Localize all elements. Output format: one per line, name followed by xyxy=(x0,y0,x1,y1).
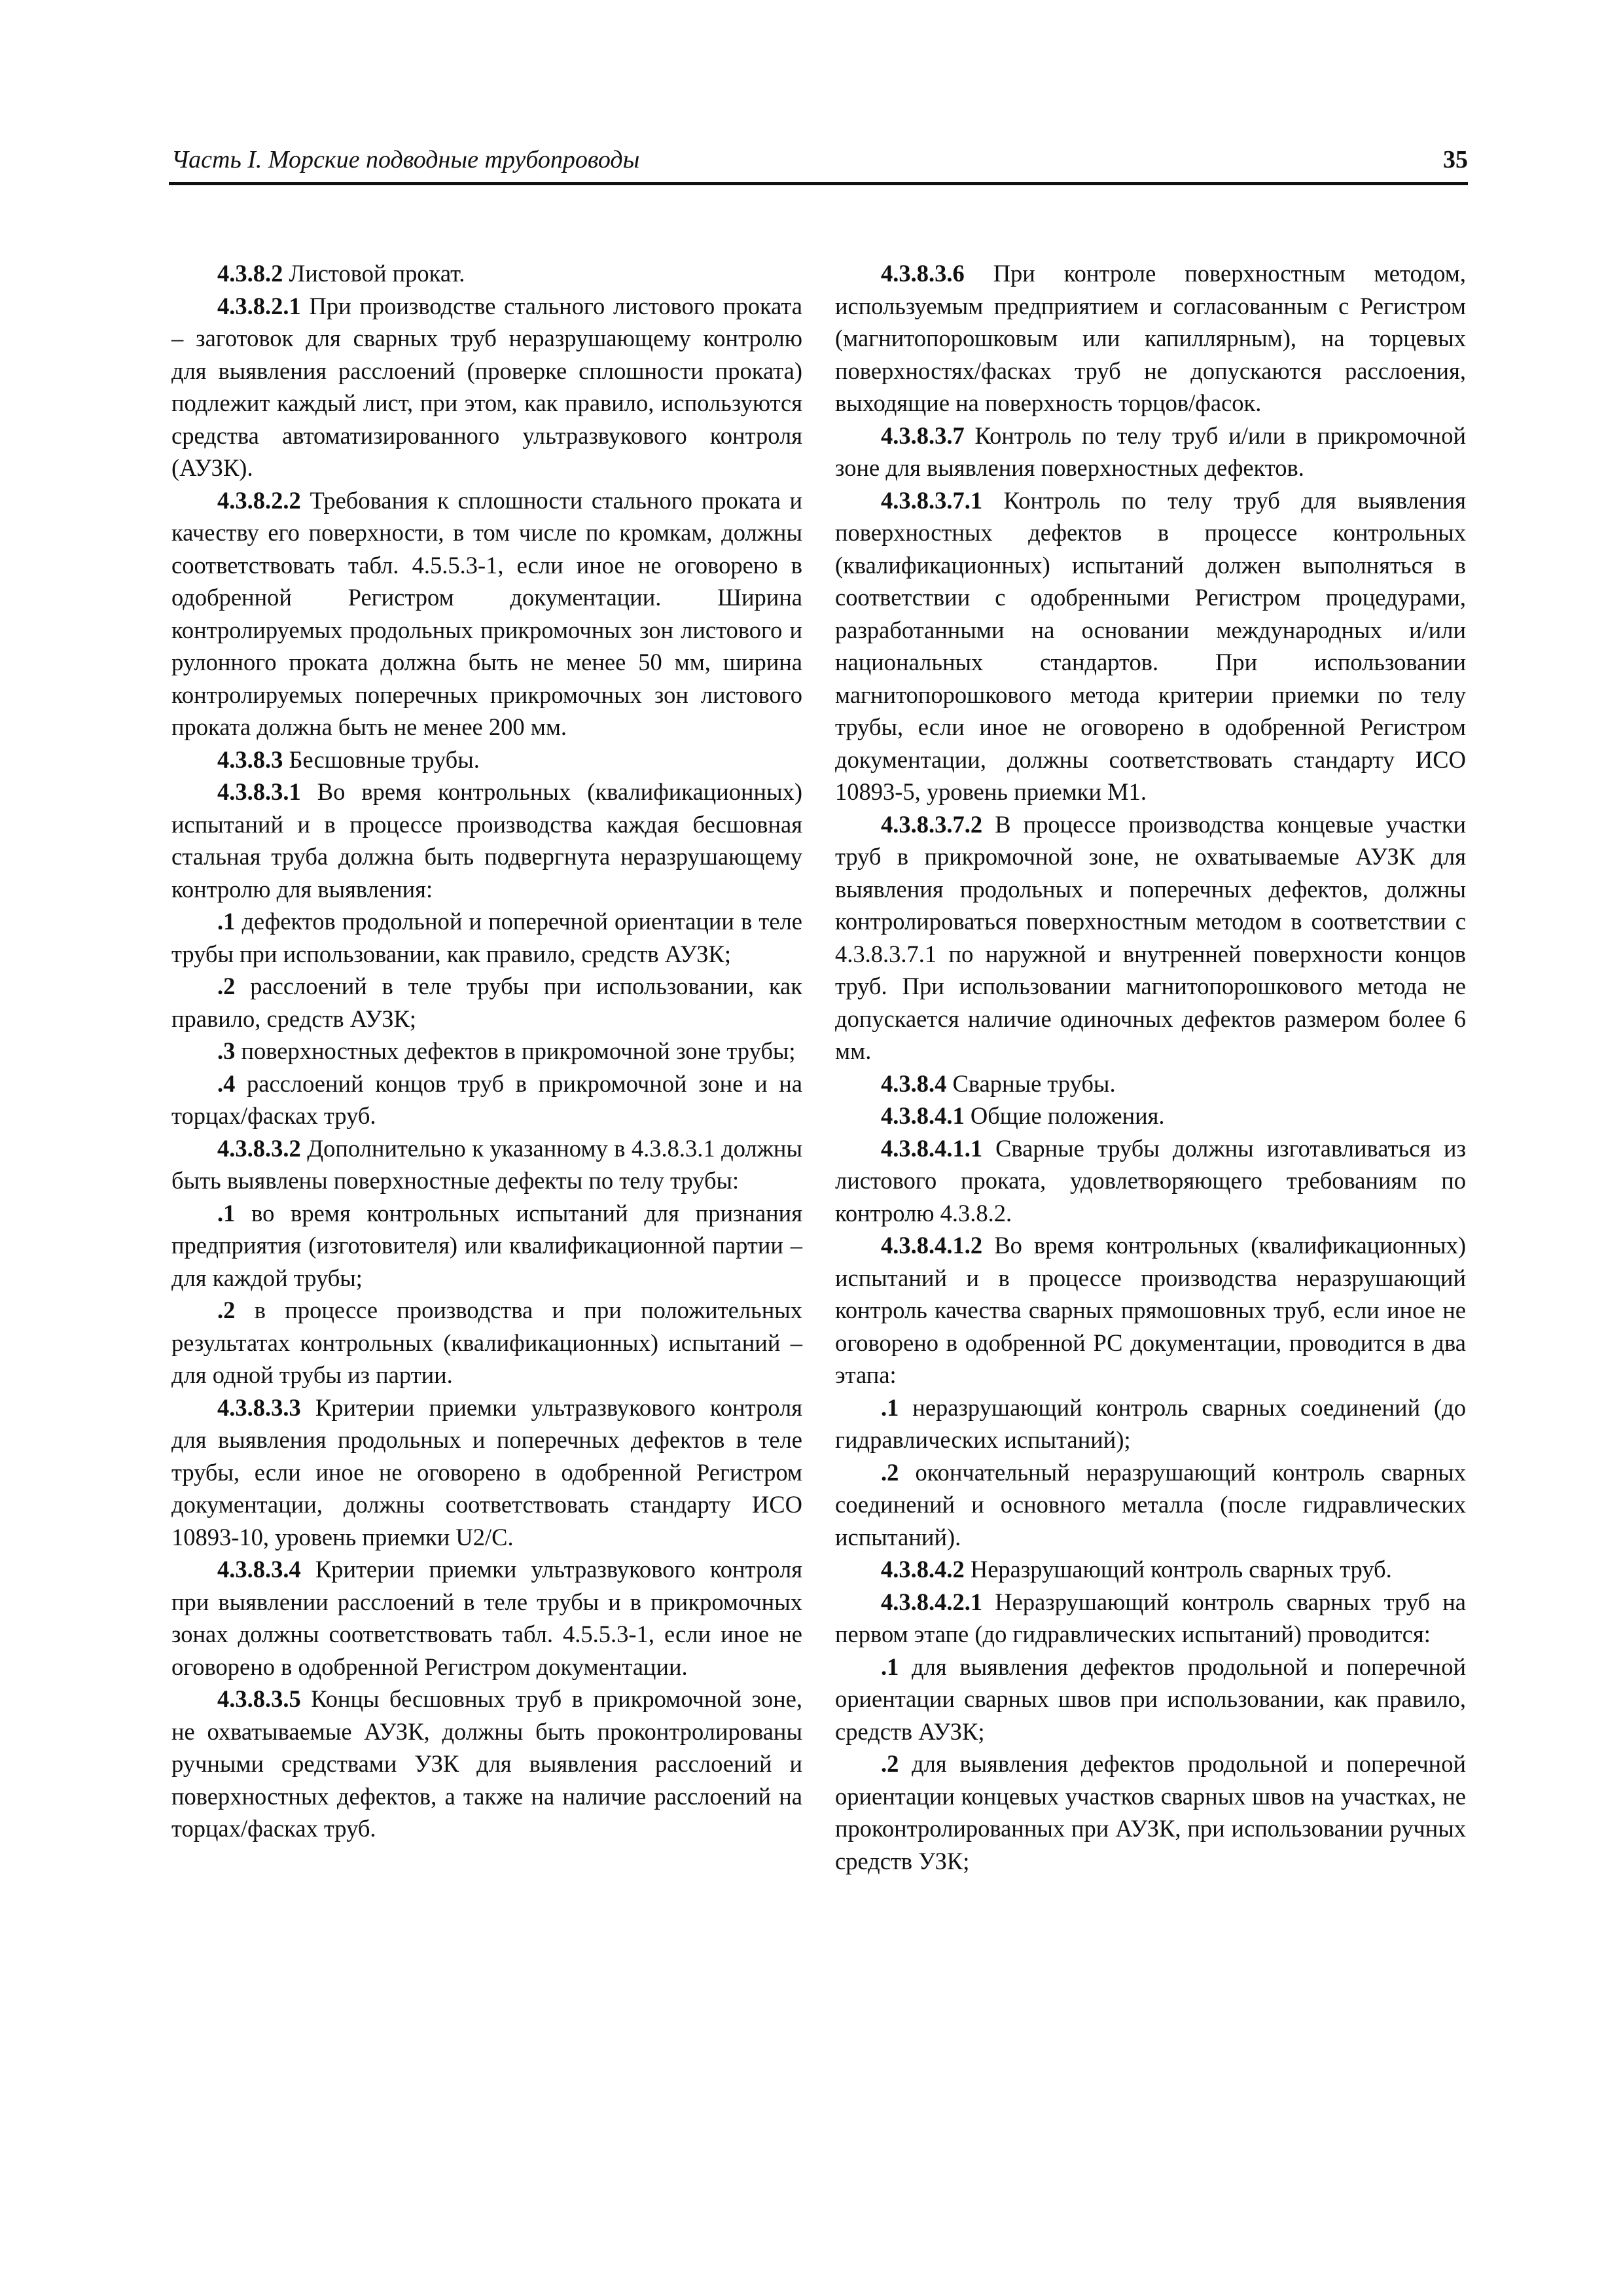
left-column xyxy=(171,257,802,1845)
paragraph: 4.3.8.3.7.1 Контроль по телу труб для выявления поверхностных дефектов в процессе контрольных (квалификационных) испытаний должен выполняться в соответствии с одобренными Регистром процедурами, разработанными на основании международных и/или национальных стандартов. При использовании магнитопорошкового метода критерии приемки по телу трубы, если иное не оговорено в одобренной Регистром документации, должны соответствовать стандарту ИСО 10893-5, уровень приемки M1. xyxy=(835,486,1466,805)
paragraph: 4.3.8.3.7.2 В процессе производства концевые участки труб в прикромочной зоне, не охватываемые АУЗК для выявления продольных и поперечных дефектов, должны контролироваться поверхностным методом в соответствии с 4.3.8.3.7.1 по наружной и внутренней поверхности концов труб. При использовании магнитопорошкового метода не допускается наличие одиночных дефектов размером более 6 мм. xyxy=(835,810,1466,1064)
paragraph: 4.3.8.3.7 Контроль по телу труб и/или в прикромочной зоне для выявления поверхностных дефектов. xyxy=(835,422,1466,481)
paragraph: 4.3.8.4 Сварные трубы. xyxy=(881,1069,1116,1097)
paragraph: 4.3.8.3.2 Дополнительно к указанному в 4.3.8.3.1 должны быть выявлены поверхностные дефекты по телу трубы: xyxy=(171,1134,802,1194)
paragraph: 4.3.8.3.5 Концы бесшовных труб в прикромочной зоне, не охватываемые АУЗК, должны быть проконтролированы ручными средствами УЗК для выявления расслоений и поверхностных дефектов, а также на наличие расслоений на торцах/фасках труб. xyxy=(171,1685,802,1842)
paragraph: 4.3.8.3 Бесшовные трубы. xyxy=(217,745,480,773)
paragraph: 4.3.8.3.4 Критерии приемки ультразвукового контроля при выявлении расслоений в теле трубы и в прикромочных зонах должны соответствовать табл. 4.5.5.3-1, если иное не оговорено в одобренной Регистром документации. xyxy=(171,1556,802,1680)
list-item: .1 во время контрольных испытаний для признания предприятия (изготовителя) или квалификационной партии – для каждой трубы; xyxy=(171,1199,802,1291)
list-item: .2 расслоений в теле трубы при использовании, как правило, средств АУЗК; xyxy=(171,973,802,1032)
list-item: .1 неразрушающий контроль сварных соединений (до гидравлических испытаний); xyxy=(835,1393,1466,1453)
paragraph: 4.3.8.3.1 Во время контрольных (квалификационных) испытаний и в процессе производства каждая бесшовная стальная труба должна быть подвергнута неразрушающему контролю для выявления: xyxy=(171,778,802,903)
paragraph: 4.3.8.2.1 При производстве стального листового проката – заготовок для сварных труб неразрушающему контролю для выявления расслоений (проверке сплошности проката) подлежит каждый лист, при этом, как правило, используются средства автоматизированного ультразвукового контроля (АУЗК). xyxy=(171,292,802,481)
list-item: .2 окончательный неразрушающий контроль сварных соединений и основного металла (после гидравлических испытаний). xyxy=(835,1458,1466,1551)
paragraph: 4.3.8.4.1 Общие положения. xyxy=(881,1102,1165,1129)
running-header xyxy=(169,145,1468,185)
paragraph: 4.3.8.4.2 Неразрушающий контроль сварных труб. xyxy=(881,1556,1392,1583)
page-number: 35 xyxy=(1443,146,1468,173)
list-item: .1 дефектов продольной и поперечной ориентации в теле трубы при использовании, как правило, средств АУЗК; xyxy=(171,908,802,967)
paragraph: 4.3.8.2 Листовой прокат. xyxy=(217,260,465,287)
list-item: .1 для выявления дефектов продольной и поперечной ориентации сварных швов при использовании, как правило, средств АУЗК; xyxy=(835,1653,1466,1745)
paragraph: 4.3.8.3.6 При контроле поверхностным методом, используемым предприятием и согласованным с Регистром (магнитопорошковым или капиллярным), на торцевых поверхностях/фасках труб не допускаются расслоения, выходящие на поверхность торцов/фасок. xyxy=(835,260,1466,416)
list-item: .2 для выявления дефектов продольной и поперечной ориентации концевых участков сварных швов на участках, не проконтролированных при АУЗК, при использовании ручных средств УЗК; xyxy=(835,1750,1466,1874)
paragraph: 4.3.8.3.3 Критерии приемки ультразвукового контроля для выявления продольных и поперечных дефектов в теле трубы, если иное не оговорено в одобренной Регистром документации, должны соответствовать стандарту ИСО 10893-10, уровень приемки U2/C. xyxy=(171,1393,802,1551)
right-column xyxy=(835,257,1466,1877)
list-item: .4 расслоений концов труб в прикромочной зоне и на торцах/фасках труб. xyxy=(171,1069,802,1129)
list-item: .2 в процессе производства и при положительных результатах контрольных (квалификационных) испытаний – для одной трубы из партии. xyxy=(171,1297,802,1388)
header-title: Часть I. Морские подводные трубопроводы xyxy=(171,146,640,173)
paragraph: 4.3.8.2.2 Требования к сплошности стального проката и качеству его поверхности, в том числе по кромкам, должны соответствовать табл. 4.5.5.3-1, если иное не оговорено в одобренной Регистром документации. Ширина контролируемых продольных прикромочных зон листового и рулонного проката должна быть не менее 50 мм, ширина контролируемых поперечных прикромочных зон листового проката должна быть не менее 200 мм. xyxy=(171,486,802,740)
list-item: .3 поверхностных дефектов в прикромочной зоне трубы; xyxy=(217,1037,796,1064)
paragraph: 4.3.8.4.1.1 Сварные трубы должны изготавливаться из листового проката, удовлетворяющего требованиям по контролю 4.3.8.2. xyxy=(835,1134,1466,1227)
paragraph: 4.3.8.4.2.1 Неразрушающий контроль сварных труб на первом этапе (до гидравлических испытаний) проводится: xyxy=(835,1588,1466,1647)
paragraph: 4.3.8.4.1.2 Во время контрольных (квалификационных) испытаний и в процессе производства неразрушающий контроль качества сварных прямошовных труб, если иное не оговорено в одобренной РС документации, проводится в два этапа: xyxy=(835,1232,1466,1388)
